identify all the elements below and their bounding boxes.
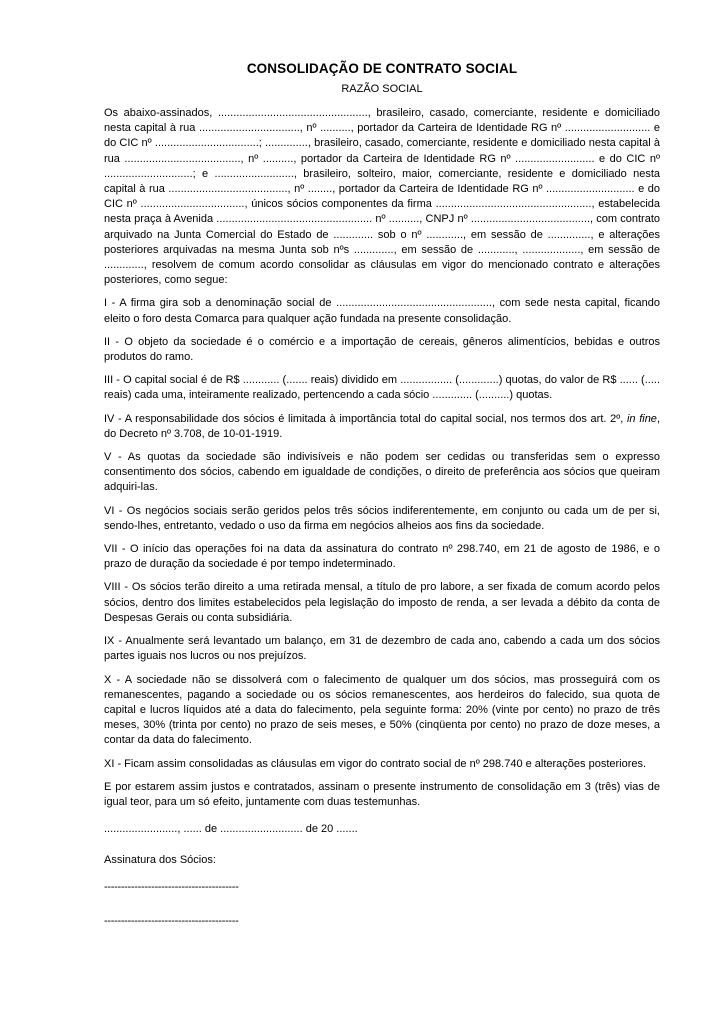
- closing-paragraph: E por estarem assim justos e contratados, assinam o presente instrumento de consolidação em 3 (três) vias de igual teor, para um só efeito, juntamente com duas testemunhas.: [104, 780, 660, 808]
- signature-line-2: ----------------------------------------: [104, 915, 239, 928]
- clause-i: I - A firma gira sob a denominação social de ..................................................., com sede nesta capital, ficando eleito o foro desta Comarca para qualquer ação fundada na presente consolidação.: [104, 297, 660, 325]
- document-page: [104, 60, 660, 928]
- clause-ii: II - O objeto da sociedade é o comércio e a importação de cereais, gêneros alimentícios, bebidas e outros produtos do ramo.: [104, 335, 660, 364]
- document-title: CONSOLIDAÇÃO DE CONTRATO SOCIAL: [246, 61, 518, 76]
- clause-x: X - A sociedade não se dissolverá com o falecimento de qualquer um dos sócios, mas prosseguirá com os remanescentes, pagando a sociedade ou os sócios remanescentes, aos herdeiros do falecido, sua quota de capital e lucros líquidos até a data do falecimento, pela seguinte forma: 20% (vinte por cento) no prazo de três meses, 30% (trinta por cento) no prazo de seis meses, e 50% (cinqüenta por cento) no prazo de doze meses, a contar da data do falecimento.: [104, 673, 660, 747]
- clause-v: V - As quotas da sociedade são indivisíveis e não podem ser cedidas ou transferidas sem o expresso consentimento dos sócios, cabendo em igualdade de condições, o direito de preferência aos sócios que queiram adquiri-las.: [104, 451, 660, 494]
- clause-vii: VII - O início das operações foi na data da assinatura do contrato nº 298.740, em 21 de agosto de 1986, e o prazo de duração da sociedade é por tempo indeterminado.: [104, 543, 660, 571]
- clause-iv-part2: , do Decreto nº 3.708, de 10-01-1919.: [104, 412, 660, 440]
- clause-iv-italic: in fine: [626, 412, 657, 425]
- signature-label: Assinatura dos Sócios:: [104, 854, 216, 867]
- clause-iii: III - O capital social é de R$ ............ (....... reais) dividido em ................. (.............) quotas, do valor de R$ ...... (..... reais) cada uma, inteiramente realizado, pertencendo a cada sócio ............. (..........) quotas.: [104, 374, 660, 402]
- date-line: ........................, ...... de ........................... de 20 .......: [104, 823, 358, 836]
- clause-vi: VI - Os negócios sociais serão geridos pelos três sócios indiferentemente, em conjunto ou cada um de per si, sendo-lhes, entretanto, vedado o uso da firma em negócios alheios aos fins da sociedade.: [104, 504, 660, 532]
- clause-iv: [104, 412, 660, 442]
- clause-ix: IX - Anualmente será levantado um balanço, em 31 de dezembro de cada ano, cabendo a cada um dos sócios partes iguais nos lucros ou nos prejuízos.: [104, 635, 660, 663]
- clause-xi: XI - Ficam assim consolidadas as cláusulas em vigor do contrato social de nº 298.740 e alterações posteriores.: [104, 757, 647, 770]
- clause-viii: VIII - Os sócios terão direito a uma retirada mensal, a título de pro labore, a ser fixada de comum acordo pelos sócios, dentro dos limites estabelecidos pela legislação do imposto de renda, a ser levada a débito da conta de Despesas Gerais ou conta subsidiária.: [104, 581, 660, 624]
- clause-iv-part1: IV - A responsabilidade dos sócios é limitada à importância total do capital social, nos termos dos art. 2º,: [104, 412, 627, 425]
- signature-line-1: ----------------------------------------: [104, 881, 239, 894]
- document-subtitle: RAZÃO SOCIAL: [341, 83, 423, 95]
- intro-paragraph: Os abaixo-assinados, ................................................., brasileiro, casado, comerciante, residente e domiciliado nesta capital à rua ................................., nº .........., portador da Carteira de Identidade RG nº ............................ e do CIC nº ..................................; .............., brasileiro, casado, comerciante, residente e domiciliado nesta capital à rua ......................................, nº .........., portador da Carteira de Identidade RG nº .......................... e do CIC nº .............................; e .........................., brasileiro, solteiro, maior, comerciante, residente e domiciliado nesta capital à rua ......................................., nº ........, portador da Carteira de Identidade RG nº ............................. e do CIC nº .................................., únicos sócios componentes da firma ..................................................., estabelecida nesta praça à Avenida ................................................... nº .........., CNPJ nº ......................................., com contrato arquivado na Junta Comercial do Estado de ............. sob o nº ............, em sessão de .............., e alterações posteriores arquivadas na mesma Junta sob nºs ............., em sessão de ............, ..................., em sessão de ............., resolvem de comum acordo consolidar as cláusulas em vigor do mencionado contrato e alterações posteriores, como segue:: [104, 107, 660, 287]
